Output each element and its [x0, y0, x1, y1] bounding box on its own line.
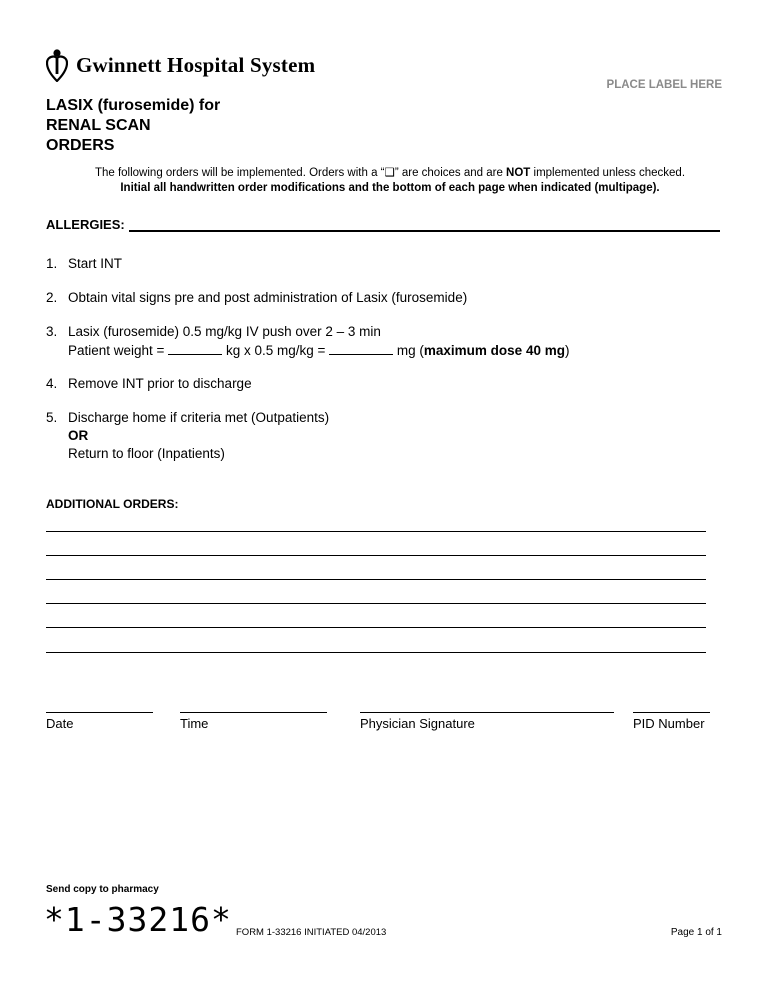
additional-orders-line[interactable] [46, 627, 706, 628]
order-item-3: 3. Lasix (furosemide) 0.5 mg/kg IV push over 2 – 3 min Patient weight = kg x 0.5 mg/kg = mg (maximum dose 40 mg) [46, 324, 570, 358]
form-barcode: *1-33216* [44, 900, 232, 939]
allergies-input-line[interactable] [129, 217, 720, 232]
allergies-label: ALLERGIES: [46, 217, 125, 232]
date-input-line[interactable] [46, 712, 153, 713]
allergies-field[interactable] [46, 217, 720, 232]
additional-orders-line[interactable] [46, 652, 706, 653]
physician-signature-line[interactable] [360, 712, 614, 713]
additional-orders-line[interactable] [46, 579, 706, 580]
hospital-name: Gwinnett Hospital System [76, 52, 316, 77]
pid-input-line[interactable] [633, 712, 710, 713]
weight-calculation: Patient weight = kg x 0.5 mg/kg = mg (maximum dose 40 mg) [68, 343, 570, 358]
physician-signature-label: Physician Signature [360, 716, 475, 731]
order-item-4: 4. Remove INT prior to discharge [46, 376, 252, 391]
page-number: Page 1 of 1 [670, 927, 722, 938]
dose-input-line[interactable] [329, 341, 393, 355]
time-label: Time [180, 716, 209, 731]
send-copy-note: Send copy to pharmacy [46, 884, 159, 895]
return-to-floor-text: Return to floor (Inpatients) [68, 446, 225, 461]
checkbox-icon: ❑ [384, 167, 395, 179]
title-line-2: RENAL SCAN [46, 117, 151, 134]
title-line-3: ORDERS [46, 137, 115, 154]
or-text: OR [68, 428, 89, 443]
pid-number-label: PID Number [633, 716, 705, 731]
page-title [46, 96, 220, 156]
heart-person-logo-icon [46, 48, 68, 82]
order-item-5: 5. Discharge home if criteria met (Outpatients) OR Return to floor (Inpatients) [46, 410, 330, 461]
max-dose-text: maximum dose 40 mg [423, 343, 565, 358]
form-number: FORM 1-33216 INITIATED 04/2013 [236, 927, 387, 938]
title-line-1: LASIX (furosemide) for [46, 97, 221, 114]
intro-line-1: The following orders will be implemented. Orders with a “❑” are choices and are NOT implemented unless checked. [94, 167, 686, 179]
place-label-text: PLACE LABEL HERE [606, 79, 722, 91]
order-item-1: 1. Start INT [46, 256, 123, 271]
order-item-2: 2. Obtain vital signs pre and post administration of Lasix (furosemide) [46, 290, 468, 305]
intro-line-2: Initial all handwritten order modifications and the bottom of each page when indicated (multipage). [120, 182, 660, 194]
additional-orders-line[interactable] [46, 531, 706, 532]
hospital-logo [46, 48, 315, 82]
additional-orders-line[interactable] [46, 603, 706, 604]
additional-orders-label: ADDITIONAL ORDERS: [46, 497, 179, 511]
weight-input-line[interactable] [168, 341, 222, 355]
time-input-line[interactable] [180, 712, 327, 713]
additional-orders-line[interactable] [46, 555, 706, 556]
date-label: Date [46, 716, 74, 731]
